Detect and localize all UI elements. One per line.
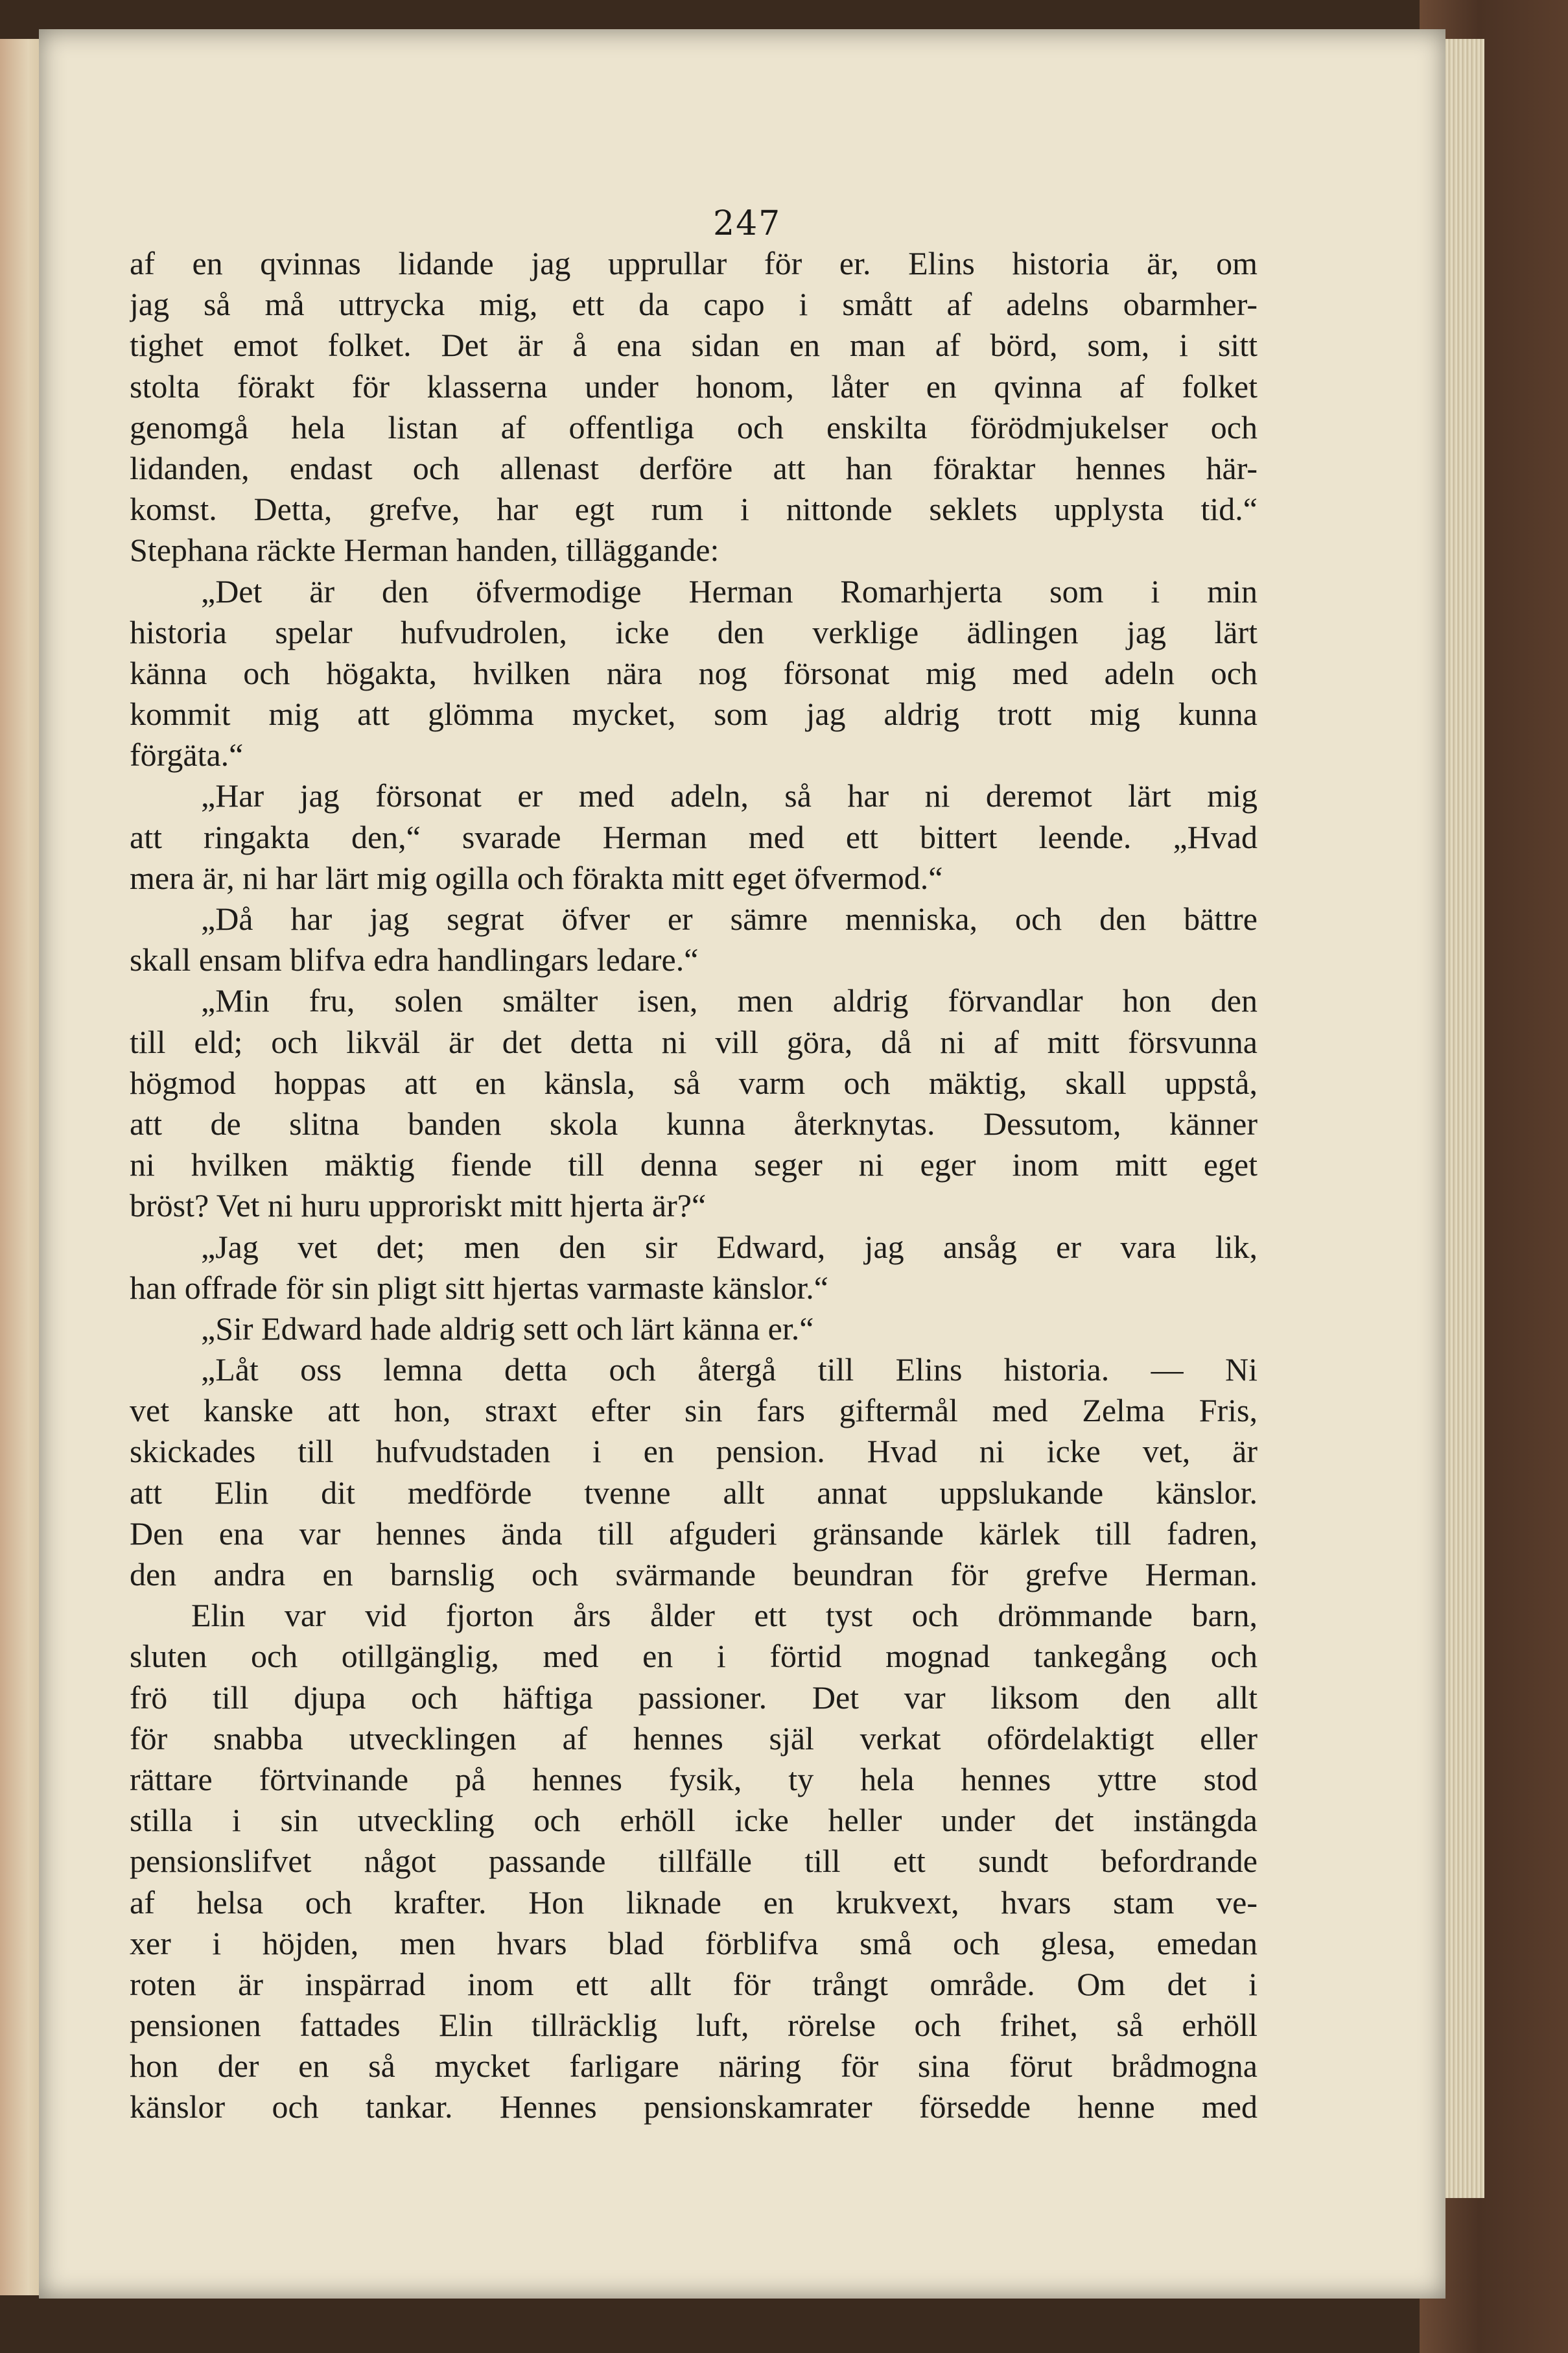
text-line: sluten och otillgänglig, med en i förtid mognad tankegång och	[130, 1638, 1258, 1675]
text-line: rättare förtvinande på hennes fysik, ty hela hennes yttre stod	[130, 1760, 1258, 1797]
text-line: tighet emot folket. Det är å ena sidan en man af börd, som, i sitt	[130, 327, 1258, 364]
text-line: af helsa och krafter. Hon liknade en krukvext, hvars stam ve-	[130, 1884, 1258, 1921]
text-line: pensionen fattades Elin tillräcklig luft, rörelse och frihet, så erhöll	[130, 2007, 1258, 2044]
text-line: lidanden, endast och allenast derföre att han föraktar hennes här-	[130, 449, 1258, 486]
text-line: genomgå hela listan af offentliga och enskilta förödmjukelser och	[130, 408, 1258, 445]
text-line: „Min fru, solen smälter isen, men aldrig förvandlar hon den	[201, 982, 1258, 1019]
text-line: till eld; och likväl är det detta ni vill göra, då ni af mitt försvunna	[130, 1023, 1258, 1060]
text-line: den andra en barnslig och svärmande beundran för grefve Herman.	[130, 1556, 1258, 1592]
page-number: 247	[713, 204, 782, 243]
text-line: känna och högakta, hvilken nära nog försonat mig med adeln och	[130, 654, 1258, 691]
text-line: han offrade för sin pligt sitt hjertas varmaste känslor.“	[130, 1269, 828, 1306]
text-line: xer i höjden, men hvars blad förblifva små och glesa, emedan	[130, 1924, 1258, 1961]
text-line: vet kanske att hon, straxt efter sin fars giftermål med Zelma Fris,	[130, 1392, 1258, 1429]
text-line: „Sir Edward hade aldrig sett och lärt känna er.“	[201, 1310, 814, 1347]
text-line: för snabba utvecklingen af hennes själ verkat ofördelaktigt eller	[130, 1720, 1258, 1756]
text-line: „Det är den öfvermodige Herman Romarhjerta som i min	[201, 573, 1258, 609]
text-line: känslor och tankar. Hennes pensionskamrater försedde henne med	[130, 2088, 1258, 2125]
text-line: historia spelar hufvudrolen, icke den verklige ädlingen jag lärt	[130, 613, 1258, 650]
text-line: Den ena var hennes ända till afguderi gränsande kärlek till fadren,	[130, 1515, 1258, 1552]
text-line: „Har jag försonat er med adeln, så har ni deremot lärt mig	[201, 777, 1258, 814]
text-line: roten är inspärrad inom ett allt för trångt område. Om det i	[130, 1965, 1258, 2002]
text-line: Elin var vid fjorton års ålder ett tyst och drömmande barn,	[191, 1597, 1258, 1634]
text-line: att de slitna banden skola kunna återknytas. Dessutom, känner	[130, 1105, 1258, 1142]
facing-page-edge	[0, 39, 40, 2295]
text-line: frö till djupa och häftiga passioner. Det var liksom den allt	[130, 1679, 1258, 1716]
text-line: att ringakta den,“ svarade Herman med ett bittert leende. „Hvad	[130, 818, 1258, 855]
text-line: pensionslifvet något passande tillfälle till ett sundt befordrande	[130, 1843, 1258, 1880]
text-line: skall ensam blifva edra handlingars ledare.“	[130, 941, 699, 978]
text-line: mera är, ni har lärt mig ogilla och förakta mitt eget öfvermod.“	[130, 859, 943, 896]
text-line: stolta förakt för klasserna under honom, låter en qvinna af folket	[130, 368, 1258, 405]
text-line: förgäta.“	[130, 737, 244, 774]
text-line: högmod hoppas att en känsla, så varm och mäktig, skall uppstå,	[130, 1064, 1258, 1101]
text-line: hon der en så mycket farligare näring för sina förut brådmogna	[130, 2048, 1258, 2085]
text-line: Stephana räckte Herman handen, tilläggande:	[130, 532, 720, 569]
body-text	[130, 243, 1258, 2128]
text-line: att Elin dit medförde tvenne allt annat uppslukande känslor.	[130, 1474, 1258, 1511]
text-line: kommit mig att glömma mycket, som jag aldrig trott mig kunna	[130, 696, 1258, 733]
text-line: „Då har jag segrat öfver er sämre menniska, och den bättre	[201, 901, 1258, 937]
text-line: „Låt oss lemna detta och återgå till Elins historia. — Ni	[201, 1351, 1258, 1388]
text-line: komst. Detta, grefve, har egt rum i nittonde seklets upplysta tid.“	[130, 491, 1258, 528]
text-line: ni hvilken mäktig fiende till denna seger ni eger inom mitt eget	[130, 1146, 1258, 1183]
text-line: „Jag vet det; men den sir Edward, jag ansåg er vara lik,	[201, 1228, 1258, 1265]
text-line: skickades till hufvudstaden i en pension. Hvad ni icke vet, är	[130, 1433, 1258, 1470]
text-line: stilla i sin utveckling och erhöll icke heller under det instängda	[130, 1802, 1258, 1839]
text-line: jag så må uttrycka mig, ett da capo i smått af adelns obarmher-	[130, 286, 1258, 323]
text-line: af en qvinnas lidande jag upprullar för er. Elins historia är, om	[130, 245, 1258, 281]
text-line: bröst? Vet ni huru upproriskt mitt hjerta är?“	[130, 1187, 707, 1224]
